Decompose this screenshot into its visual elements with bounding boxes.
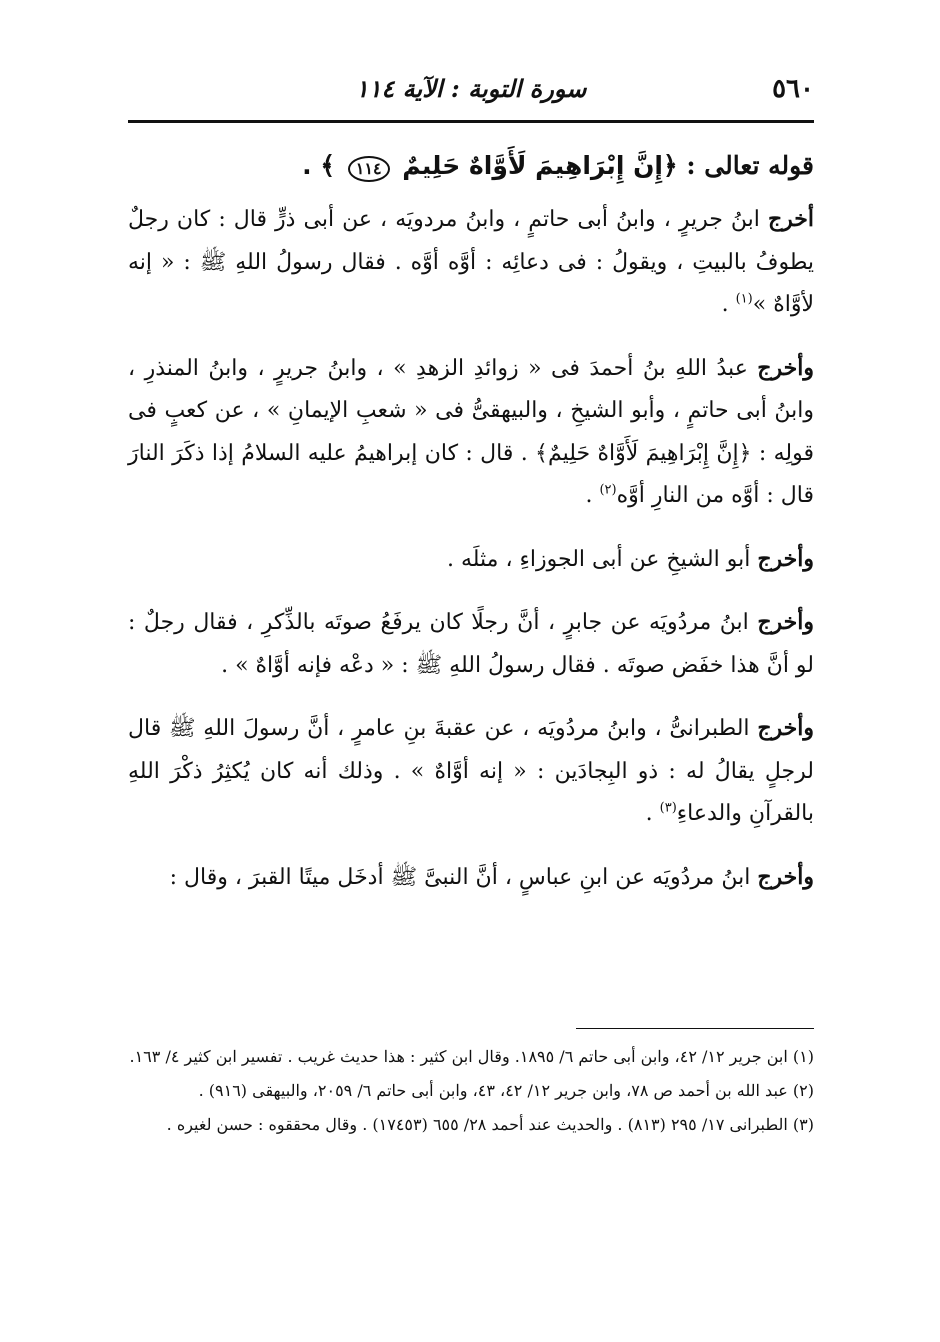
- page-number: ٥٦٠: [772, 74, 814, 104]
- paragraph-text: عبدُ اللهِ بنُ أحمدَ فى « زوائدِ الزهدِ » ، وابنُ جريرٍ ، وابنُ المنذرِ ، وابنُ أبى حاتمٍ ، وأبو الشيخِ ، والبيهقىُّ فى « شعبِ الإيمانِ » ، عن كعبٍ فى قولِه : ﴿إِنَّ إِبْرَاهِيمَ لَأَوَّاهٌ حَلِيمٌ﴾ . قال : كان إبراهيمُ عليه السلامُ إذا ذكَرَ النارَ قال : أوَّه من النارِ أوَّه: [128, 355, 814, 508]
- footnote-ref: (٣): [659, 800, 677, 816]
- footnote-ref: (١): [735, 291, 753, 307]
- paragraph-end: .: [585, 483, 600, 508]
- footnote-ref: (٢): [599, 482, 617, 498]
- narration-paragraph: [128, 707, 814, 836]
- narration-paragraph: [128, 347, 814, 518]
- paragraph-lead: وأخرج: [757, 863, 814, 890]
- running-title: سورة التوبة : الآية ١١٤: [355, 74, 587, 103]
- paragraph-end: .: [645, 801, 660, 826]
- page-body: [128, 140, 814, 919]
- verse-intro: قوله تعالى :: [686, 151, 814, 180]
- footnote-rule: [576, 1028, 814, 1029]
- footnote: (١) ابن جرير ١٢/ ٤٢، وابن أبى حاتم ٦/ ١٨٩٥. وقال ابن كثير : هذا حديث غريب . تفسير ابن كثير ٤/ ١٦٣.: [129, 1047, 814, 1066]
- narration-paragraph: [128, 198, 814, 327]
- paragraph-text: ابنُ مردُويَه عن جابرٍ ، أنَّ رجلًا كان يرفَعُ صوتَه بالذِّكرِ ، فقال رجلٌ : لو أنَّ هذا خفَض صوتَه . فقال رسولُ اللهِ ﷺ : « دعْه فإنه أوَّاهٌ » .: [128, 610, 814, 678]
- footnote: (٢) عبد الله بن أحمد ص ٧٨، وابن جرير ١٢/ ٤٢، ٤٣، وابن أبى حاتم ٦/ ٢٠٥٩، والبيهقى (٩١٦) .: [198, 1081, 814, 1100]
- verse-heading: [128, 140, 814, 192]
- paragraph-lead: وأخرج: [757, 715, 814, 741]
- verse-text: ﴿إِنَّ إِبْرَاهِيمَ لَأَوَّاهٌ حَلِيمٌ: [402, 151, 678, 180]
- paragraph-lead: وأخرج: [757, 609, 814, 635]
- narration-paragraph: [128, 601, 814, 687]
- paragraph-text: ابنُ جريرٍ ، وابنُ أبى حاتمٍ ، وابنُ مردويَه ، عن أبى ذرٍّ قال : كان رجلٌ يطوفُ بالبيتِ ، ويقولُ : فى دعائِه : أوَّه أوَّه . فقال رسولُ اللهِ ﷺ : « إنه لأوَّاهٌ »: [128, 207, 814, 317]
- ayah-number-medallion: ١١٤: [348, 156, 390, 182]
- paragraph-lead: أخرج: [767, 206, 814, 232]
- narration-paragraph: [128, 538, 814, 582]
- paragraph-lead: وأخرج: [757, 545, 814, 572]
- footnotes: [128, 1042, 814, 1144]
- header-rule: [128, 120, 814, 123]
- narration-paragraph: [128, 856, 814, 900]
- footnote: (٣) الطبرانى ١٧/ ٢٩٥ (٨١٣) . والحديث عند أحمد ٢٨/ ٦٥٥ (١٧٤٥٣) . وقال محققوه : حسن لغيره .: [166, 1115, 814, 1134]
- verse-close: ﴾ .: [302, 151, 336, 180]
- paragraph-text: أبو الشيخِ عن أبى الجوزاءِ ، مثلَه .: [446, 546, 751, 572]
- paragraph-text: الطبرانىُّ ، وابنُ مردُويَه ، عن عقبةَ بنِ عامرٍ ، أنَّ رسولَ اللهِ ﷺ قال لرجلٍ يقالُ له : ذو البِجادَين : « إنه أوَّاهٌ » . وذلك أنه كان يُكثِرُ ذكْرَ اللهِ بالقرآنِ والدعاءِ: [128, 716, 814, 826]
- paragraph-end: .: [721, 292, 736, 317]
- paragraph-text: ابنُ مردُويَه عن ابنِ عباسٍ ، أنَّ النبىَّ ﷺ أدخَل ميتًا القبرَ ، وقال :: [169, 864, 751, 890]
- paragraph-lead: وأخرج: [757, 354, 814, 381]
- page-header: [128, 66, 814, 110]
